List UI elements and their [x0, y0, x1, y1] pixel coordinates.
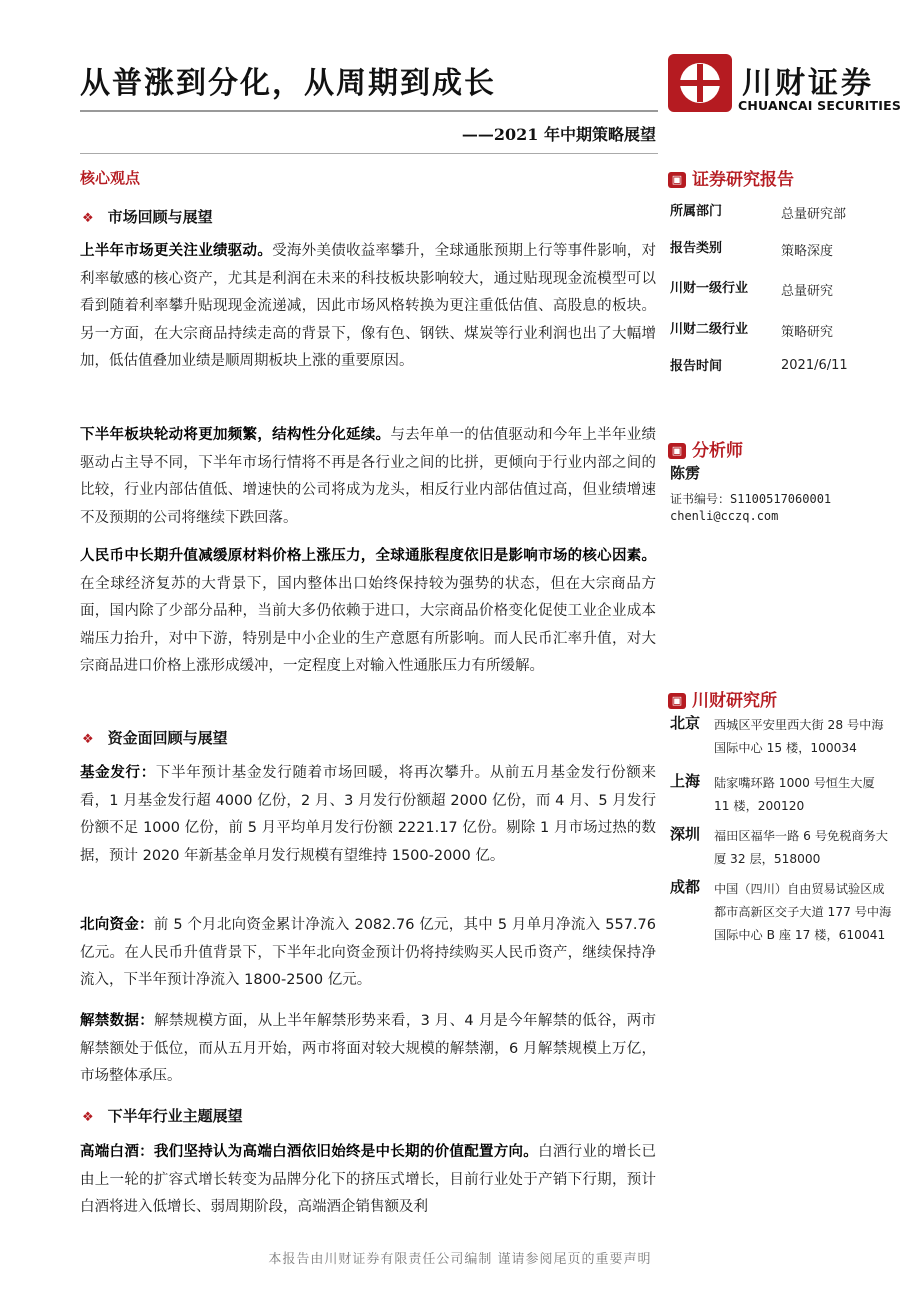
office-city-beijing: 北京 [670, 714, 701, 732]
diamond-bullet-icon: ❖ [82, 211, 94, 226]
page-footer-disclaimer: 本报告由川财证券有限责任公司编制 谨请参阅尾页的重要声明 [268, 1252, 652, 1267]
office-address-shenzhen: 福田区福华一路 6 号免税商务大厦 32 层，518000 [714, 829, 888, 866]
paragraph-lead-claim: 我们坚持认为高端白酒依旧始终是中长期的价值配置方向。 [153, 1144, 539, 1160]
paragraph-unlock-data [80, 1008, 656, 1091]
paragraph-lead: 解禁数据： [80, 1013, 155, 1029]
info-value-industry-l2: 策略研究 [781, 325, 834, 340]
office-city-chengdu: 成都 [670, 878, 701, 896]
report-title: 从普涨到分化，从周期到成长 [80, 66, 496, 101]
analyst-email[interactable]: chenli@cczq.com [670, 509, 779, 523]
info-value-category: 策略深度 [781, 244, 834, 259]
office-address-chengdu: 中国（四川）自由贸易试验区成都市高新区交子大道 177 号中海国际中心 B 座 17 楼，610041 [714, 882, 892, 942]
info-value-date: 2021/6/11 [781, 358, 848, 373]
paragraph-h2-rotation [80, 422, 656, 532]
section-funds-review [82, 727, 228, 748]
info-label-category: 报告类别 [670, 241, 723, 256]
chuancai-logo-icon [668, 54, 732, 112]
office-city-shanghai: 上海 [670, 772, 701, 790]
analyst-title: 分析师 [692, 441, 743, 461]
info-label-industry-l2: 川财二级行业 [670, 322, 749, 337]
analyst-header [668, 436, 743, 461]
institute-title: 川财研究所 [692, 691, 777, 711]
office-address-beijing: 西城区平安里西大街 28 号中海国际中心 15 楼，100034 [714, 718, 884, 755]
section-title: 资金面回顾与展望 [107, 729, 228, 747]
paragraph-body: 与去年单一的估值驱动和今年上半年业绩驱动占主导不同，下半年市场行情将不再是各行业之间的比拼，更倾向于行业内部之间的比较，行业内部估值低、增速快的公司将成为龙头，相反行业内部估值过高，但业绩增速不及预期的公司将继续下跌回落。 [80, 427, 657, 526]
paragraph-body: 在全球经济复苏的大背景下，国内整体出口始终保持较为强势的状态，但在大宗商品方面，国内除了少部分品种，当前大多仍依赖于进口，大宗商品价格变化促使工业企业成本端压力抬升，对中下游，特别是中小企业的生产意愿有所影响。而人民币汇率升值，对大宗商品进口价格上涨形成缓冲，一定程度上对输入性通胀压力有所缓解。 [80, 575, 656, 675]
paragraph-lead: 上半年市场更关注业绩驱动。 [80, 243, 273, 259]
info-label-department: 所属部门 [670, 204, 723, 219]
section-industry-themes [82, 1105, 243, 1126]
paragraph-body: 前 5 个月北向资金累计净流入 2082.76 亿元，其中 5 月单月净流入 557.76 亿元。在人民币升值背景下，下半年北向资金预计仍将持续购买人民币资产，继续保持净流入，下半年预计净流入 1800-2500 亿元。 [80, 917, 656, 989]
institute-icon: ▣ [668, 693, 686, 709]
analyst-name: 陈雳 [670, 464, 701, 482]
info-label-date: 报告时间 [670, 359, 723, 374]
paragraph-baijiu [80, 1139, 656, 1222]
report-type-header [668, 165, 794, 190]
section-market-review [82, 206, 213, 227]
office-address-shanghai: 陆家嘴环路 1000 号恒生大厦 11 楼，200120 [714, 776, 875, 813]
core-viewpoint-label: 核心观点 [80, 169, 141, 187]
diamond-bullet-icon: ❖ [82, 1110, 94, 1125]
header-divider [80, 110, 658, 112]
info-value-department: 总量研究部 [781, 207, 847, 222]
report-type-title: 证券研究报告 [692, 170, 794, 190]
analyst-icon: ▣ [668, 443, 686, 459]
section-title: 市场回顾与展望 [107, 208, 213, 226]
paragraph-lead: 下半年板块轮动将更加频繁，结构性分化延续。 [80, 427, 391, 443]
paragraph-body: 白酒行业的增长已由上一轮的扩容式增长转变为品牌分化下的挤压式增长，目前行业处于产销下行期，预计白酒将进入低增长、弱周期阶段，高端酒企销售额及利 [80, 1144, 657, 1216]
paragraph-lead: 基金发行： [80, 765, 156, 781]
paragraph-h1-market [80, 238, 656, 376]
paragraph-lead: 北向资金： [80, 917, 154, 933]
paragraph-body: 受海外美债收益率攀升，全球通胀预期上行等事件影响，对利率敏感的核心资产，尤其是利润在未来的科技板块影响较大，通过贴现现金流模型可以看到随着利率攀升贴现现金流递减，因此市场风格转换为更注重低估值、高股息的板块。另一方面，在大宗商品持续走高的背景下，像有色、钢铁、煤炭等行业利润也出了大幅增加，低估值叠加业绩是顺周期板块上涨的重要原因。 [80, 243, 656, 370]
subtitle-divider [80, 153, 658, 154]
info-value-industry-l1: 总量研究 [781, 284, 834, 299]
paragraph-lead: 高端白酒： [80, 1144, 154, 1160]
office-city-shenzhen: 深圳 [670, 825, 701, 843]
report-subtitle: ——2021 年中期策略展望 [461, 125, 656, 144]
logo-name-en: CHUANCAI SECURITIES [738, 98, 902, 113]
institute-header [668, 686, 777, 711]
section-title: 下半年行业主题展望 [107, 1107, 243, 1125]
paragraph-lead: 人民币中长期升值减缓原材料价格上涨压力，全球通胀程度依旧是影响市场的核心因素。 [80, 548, 656, 564]
analyst-certificate: 证书编号：S1100517060001 [670, 492, 832, 506]
report-icon: ▣ [668, 172, 686, 188]
paragraph-fund-issuance [80, 760, 656, 870]
logo-name-cn: 川财证券 [742, 66, 874, 101]
paragraph-body: 解禁规模方面，从上半年解禁形势来看，3 月、4 月是今年解禁的低谷，两市解禁额处于低位，而从五月开始，两市将面对较大规模的解禁潮，6 月解禁规模上万亿，市场整体承压。 [80, 1013, 657, 1085]
paragraph-body: 下半年预计基金发行随着市场回暖，将再次攀升。从前五月基金发行份额来看，1 月基金发行超 4000 亿份，2 月、3 月发行份额超 2000 亿份，而 4 月、5 月发行份额不足 1000 亿份，前 5 月平均单月发行份额 2221.17 亿份。剔除 1 月市场过热的数据，预计 2020 年新基金单月发行规模有望维持 1500-2000 亿。 [80, 765, 657, 864]
paragraph-northbound [80, 912, 656, 995]
paragraph-rmb-inflation [80, 543, 656, 681]
info-label-industry-l1: 川财一级行业 [670, 281, 749, 296]
diamond-bullet-icon: ❖ [82, 732, 94, 747]
